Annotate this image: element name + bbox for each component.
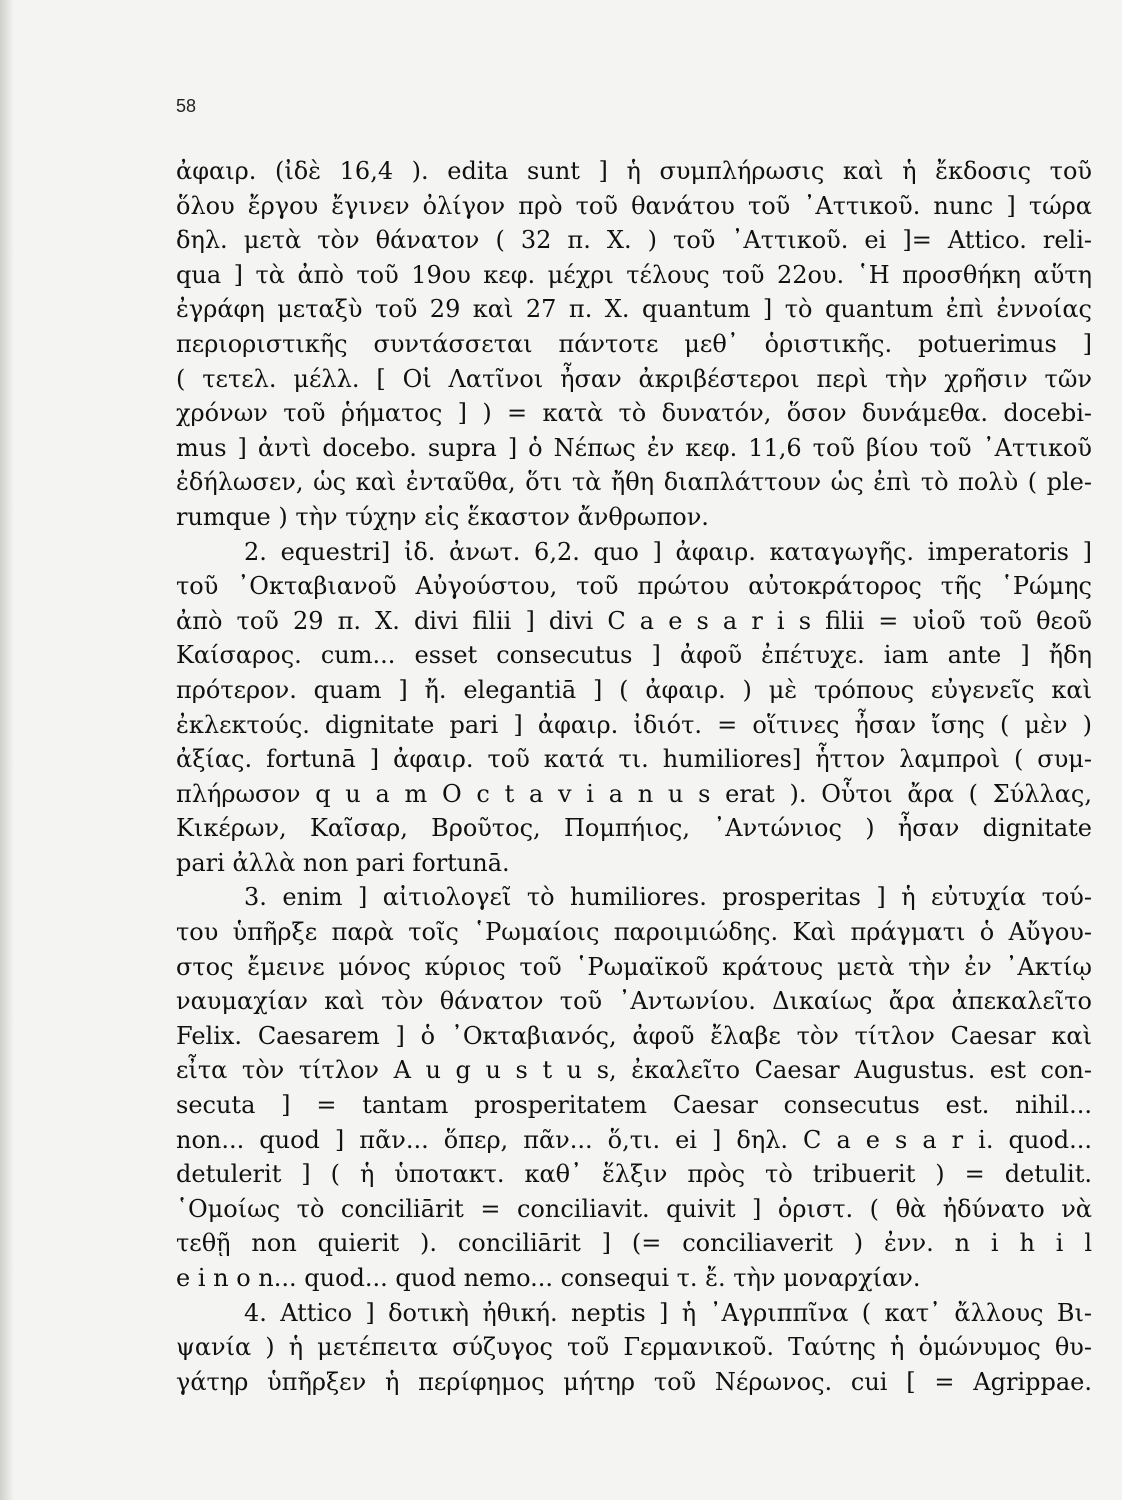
text-line: ὅλου ἔργου ἔγινεν ὀλίγον πρὸ τοῦ θανάτου τοῦ ᾿Αττικοῦ. nunc ] τώρα (176, 191, 1092, 220)
text-line: εἶτα τὸν τίτλον A u g u s t u s, ἐκαλεῖτο Caesar Augustus. est con- (176, 1056, 1092, 1085)
text-line: 2. equestri] ἰδ. ἀνωτ. 6,2. quo ] ἀφαιρ. καταγωγῆς. imperatoris ] (244, 537, 1092, 566)
text-line: ἐγράφη μεταξὺ τοῦ 29 καὶ 27 π. Χ. quantum ] τὸ quantum ἐπὶ ἐννοίας (176, 295, 1092, 324)
text-line: ἐκλεκτούς. dignitate pari ] ἀφαιρ. ἰδιότ. = οἵτινες ἦσαν ἴσης ( μὲν ) (176, 710, 1092, 739)
text-line: Κικέρων, Καῖσαρ, Βροῦτος, Πομπήιος, ᾿Αντώνιος ) ἦσαν dignitate (176, 814, 1092, 843)
text-line: detulerit ] ( ἡ ὑποτακτ. καθ᾿ ἕλξιν πρὸς τὸ tribuerit ) = detulit. (176, 1160, 1092, 1189)
commentary-text (176, 154, 1092, 1399)
text-line: ἀπὸ τοῦ 29 π. Χ. divi filii ] divi C a e s a r i s filii = υἱοῦ τοῦ θεοῦ (176, 606, 1092, 635)
text-line: 4. Attico ] δοτικὴ ἠθική. neptis ] ἡ ᾿Αγριππῖνα ( κατ᾿ ἄλλους Βι- (244, 1298, 1092, 1327)
text-line: qua ] τὰ ἀπὸ τοῦ 19ου κεφ. μέχρι τέλους τοῦ 22ου. ῾Η προσθήκη αὕτη (176, 260, 1092, 289)
text-line: πρότερον. quam ] ἤ. elegantiā ] ( ἀφαιρ. ) μὲ τρόπους εὐγενεῖς καὶ (176, 675, 1092, 704)
text-line: ῾Ομοίως τὸ conciliārit = conciliavit. quivit ] ὁριστ. ( θὰ ἠδύνατο νὰ (176, 1194, 1092, 1223)
text-line: Καίσαρος. cum... esset consecutus ] ἀφοῦ ἐπέτυχε. iam ante ] ἤδη (176, 641, 1092, 670)
text-line: 3. enim ] αἰτιολογεῖ τὸ humiliores. prosperitas ] ἡ εὐτυχία τού- (244, 883, 1092, 912)
text-line: rumque ) τὴν τύχην εἰς ἕκαστον ἄνθρωπον. (176, 502, 709, 531)
text-line: δηλ. μετὰ τὸν θάνατον ( 32 π. Χ. ) τοῦ ᾿Αττικοῦ. ei ]= Attico. reli- (176, 226, 1092, 255)
text-line: τοῦ ᾿Οκταβιανοῦ Αὐγούστου, τοῦ πρώτου αὐτοκράτορος τῆς ῾Ρώμης (176, 572, 1092, 601)
text-line: ἐδήλωσεν, ὡς καὶ ἐνταῦθα, ὅτι τὰ ἤθη διαπλάττουν ὡς ἐπὶ τὸ πολὺ ( ple- (176, 468, 1092, 497)
text-line: mus ] ἀντὶ docebo. supra ] ὁ Νέπως ἐν κεφ. 11,6 τοῦ βίου τοῦ ᾿Αττικοῦ (176, 433, 1092, 462)
text-line: τεθῇ non quierit ). conciliārit ] (= conciliaverit ) ἐνν. n i h i l (176, 1229, 1092, 1258)
text-line: πλήρωσον q u a m O c t a v i a n u s erat ). Οὗτοι ἄρα ( Σύλλας, (176, 779, 1092, 808)
text-line: pari ἀλλὰ non pari fortunā. (176, 848, 510, 877)
text-line: non... quod ] πᾶν... ὅπερ, πᾶν... ὅ,τι. ei ] δηλ. C a e s a r i. quod... (176, 1125, 1092, 1154)
page-number: 58 (176, 96, 197, 116)
text-line: γάτηρ ὑπῆρξεν ἡ περίφημος μήτηρ τοῦ Νέρωνος. cui [ = Agrippae. (176, 1367, 1092, 1396)
scan-edge-shadow (0, 0, 14, 1500)
text-line: Felix. Caesarem ] ὁ ᾿Οκταβιανός, ἀφοῦ ἔλαβε τὸν τίτλον Caesar καὶ (176, 1021, 1092, 1050)
text-line: secuta ] = tantam prosperitatem Caesar consecutus est. nihil... (176, 1091, 1092, 1120)
text-line: περιοριστικῆς συντάσσεται πάντοτε μεθ᾿ ὁριστικῆς. potuerimus ] (176, 329, 1092, 358)
text-line: χρόνων τοῦ ῥήματος ] ) = κατὰ τὸ δυνατόν, ὅσον δυνάμεθα. docebi- (176, 399, 1092, 428)
text-line: ἀφαιρ. (ἰδὲ 16,4 ). edita sunt ] ἡ συμπλήρωσις καὶ ἡ ἔκδοσις τοῦ (176, 157, 1092, 185)
text-line: του ὑπῆρξε παρὰ τοῖς ῾Ρωμαίοις παροιμιώδης. Καὶ πράγματι ὁ Αὔγου- (176, 918, 1092, 947)
text-line: ἀξίας. fortunā ] ἀφαιρ. τοῦ κατά τι. humiliores] ἧττον λαμπροὶ ( συμ- (176, 745, 1092, 774)
text-line: ψανία ) ἡ μετέπειτα σύζυγος τοῦ Γερμανικοῦ. Ταύτης ἡ ὁμώνυμος θυ- (176, 1333, 1092, 1362)
text-line: στος ἔμεινε μόνος κύριος τοῦ ῾Ρωμαϊκοῦ κράτους μετὰ τὴν ἐν ᾿Ακτίῳ (176, 952, 1092, 981)
text-line: ( τετελ. μέλλ. [ Οἱ Λατῖνοι ἦσαν ἀκριβέστεροι περὶ τὴν χρῆσιν τῶν (176, 364, 1092, 393)
text-line: ναυμαχίαν καὶ τὸν θάνατον τοῦ ᾿Αντωνίου. Δικαίως ἄρα ἀπεκαλεῖτο (176, 987, 1092, 1016)
text-line: e i n o n... quod... quod nemo... consequi τ. ἔ. τὴν μοναρχίαν. (176, 1264, 921, 1292)
